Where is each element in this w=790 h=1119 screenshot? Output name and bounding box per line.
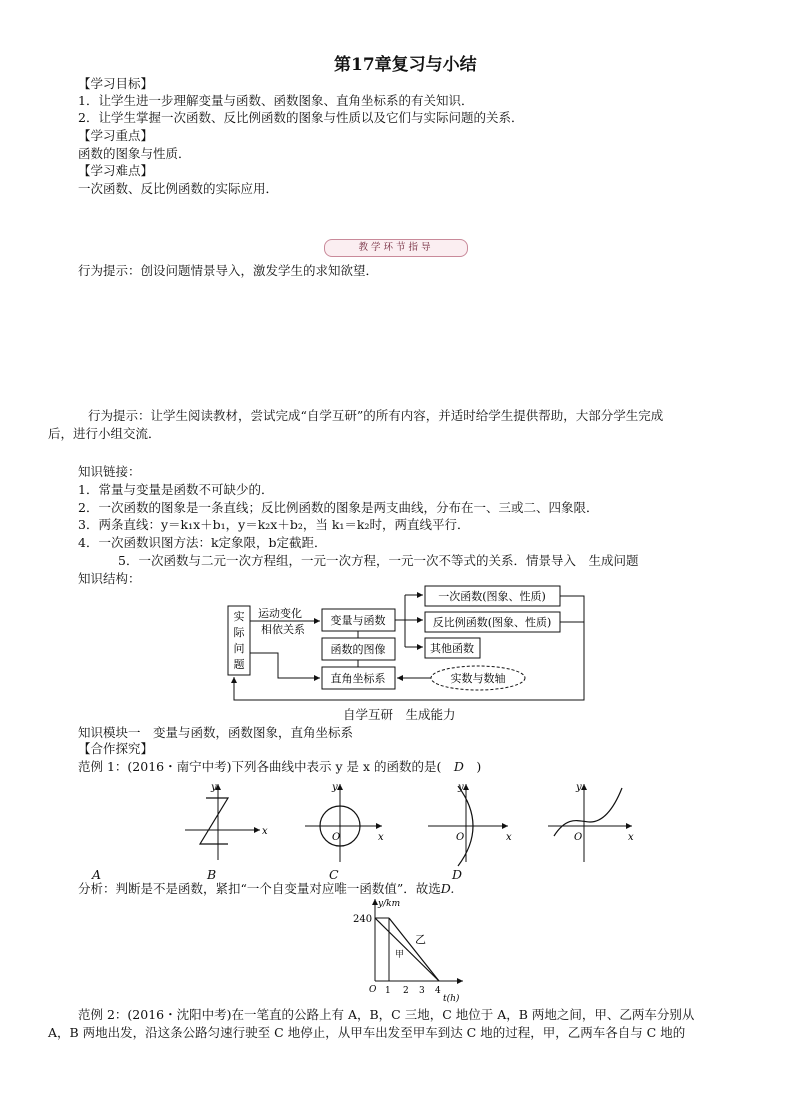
distance-time-graph xyxy=(345,895,475,1003)
number-axis-ellipse: 实数与数轴 xyxy=(450,672,506,685)
real-problem-char: 实 xyxy=(233,610,245,623)
svg-text:y: y xyxy=(211,782,217,793)
difficulty-heading: 【学习难点】 xyxy=(78,163,154,178)
behavior-hint: 行为提示：创设问题情景导入，激发学生的求知欲望． xyxy=(78,263,379,278)
svg-text:y: y xyxy=(332,782,338,793)
linear-func-box: 一次函数(图象、性质) xyxy=(438,590,546,603)
other-func-box: 其他函数 xyxy=(430,642,474,655)
svg-text:x: x xyxy=(628,832,634,843)
link-item: 3．两条直线：y＝k₁x＋b₁，y＝k₂x＋b₂，当 k₁＝k₂时，两直线平行． xyxy=(78,517,470,532)
svg-text:O: O xyxy=(369,985,377,995)
svg-text:y: y xyxy=(576,782,582,793)
focus-text: 函数的图象与性质． xyxy=(78,146,191,161)
link-item: 2．一次函数的图象是一条直线；反比例函数的图象是两支曲线，分布在一、三或二、四象限． xyxy=(78,500,599,515)
difficulty-text: 一次函数、反比例函数的实际应用． xyxy=(78,181,279,196)
inverse-func-box: 反比例函数(图象、性质) xyxy=(432,616,552,629)
knowledge-structure-diagram xyxy=(220,583,600,705)
structure-heading: 知识结构： xyxy=(78,571,141,586)
real-problem-char: 问 xyxy=(233,642,245,655)
option-label: B xyxy=(207,867,217,882)
coord-box: 直角坐标系 xyxy=(330,672,386,685)
series-jia-label: 甲 xyxy=(395,950,405,960)
objective-item: 2．让学生掌握一次函数、反比例函数的图象与性质以及它们与实际问题的关系． xyxy=(78,110,524,125)
svg-text:x: x xyxy=(506,832,512,843)
svg-text:t(h): t(h) xyxy=(443,994,460,1003)
page-title: 第17章复习与小结 xyxy=(334,55,477,75)
svg-text:O: O xyxy=(332,832,341,843)
svg-text:x: x xyxy=(262,826,268,837)
svg-text:4: 4 xyxy=(435,986,441,996)
svg-text:2: 2 xyxy=(403,986,409,996)
relation-label: 相依关系 xyxy=(261,623,305,636)
svg-text:x: x xyxy=(378,832,384,843)
var-func-box: 变量与函数 xyxy=(330,614,386,627)
cooperate-heading: 【合作探究】 xyxy=(78,741,154,756)
behavior-hint: 行为提示：让学生阅读教材，尝试完成“自学互研”的所有内容，并适时给学生提供帮助，大部分学生完成 xyxy=(88,408,664,423)
example2-text: 范例 2：(2016・沈阳中考)在一笔直的公路上有 A，B，C 三地，C 地位于 A，B 两地之间，甲、乙两车分别从 xyxy=(78,1007,695,1022)
svg-text:240: 240 xyxy=(353,914,373,925)
option-label: D xyxy=(452,867,463,882)
func-graph-box: 函数的图像 xyxy=(330,643,386,656)
graph-option-c xyxy=(420,778,520,868)
self-study-title: 自学互研 生成能力 xyxy=(343,707,456,722)
objectives-heading: 【学习目标】 xyxy=(78,76,154,91)
svg-text:O: O xyxy=(456,832,465,843)
graph-option-a xyxy=(180,778,270,868)
graph-option-b xyxy=(300,778,390,868)
real-problem-char: 题 xyxy=(233,658,245,671)
series-yi-label: 乙 xyxy=(415,933,426,946)
svg-text:y/km: y/km xyxy=(378,899,401,909)
svg-text:3: 3 xyxy=(419,986,425,996)
svg-text:y: y xyxy=(458,782,464,793)
link-item: 1．常量与变量是函数不可缺少的． xyxy=(78,482,274,497)
section-banner: 教学环节指导 xyxy=(324,239,468,257)
svg-text:O: O xyxy=(574,832,583,843)
svg-text:1: 1 xyxy=(385,986,391,996)
motion-label: 运动变化 xyxy=(258,607,302,620)
module-title: 知识模块一 变量与函数，函数图象，直角坐标系 xyxy=(78,725,354,740)
example1-question: 范例 1：(2016・南宁中考)下列各曲线中表示 y 是 x 的函数的是( D ) xyxy=(78,759,482,774)
real-problem-char: 际 xyxy=(233,626,245,639)
option-label: A xyxy=(92,867,102,882)
link-item: 5．一次函数与二元一次方程组，一元一次方程，一元一次不等式的关系．情景导入 生成问题 xyxy=(118,553,639,568)
option-label: C xyxy=(329,867,339,882)
graph-option-d xyxy=(540,778,640,868)
focus-heading: 【学习重点】 xyxy=(78,128,154,143)
analysis-text: 分析：判断是不是函数，紧扣“一个自变量对应唯一函数值”．故选D. xyxy=(78,881,455,896)
links-heading: 知识链接： xyxy=(78,464,141,479)
objective-item: 1．让学生进一步理解变量与函数、函数图象、直角坐标系的有关知识． xyxy=(78,93,474,108)
example2-text-cont: A，B 两地出发，沿这条公路匀速行驶至 C 地停止，从甲车出发至甲车到达 C 地的过程，甲，乙两车各自与 C 地的 xyxy=(48,1025,686,1040)
link-item: 4．一次函数识图方法：k定象限，b定截距． xyxy=(78,535,327,550)
example1-answer: D xyxy=(453,759,464,774)
behavior-hint-cont: 后，进行小组交流． xyxy=(48,426,161,441)
